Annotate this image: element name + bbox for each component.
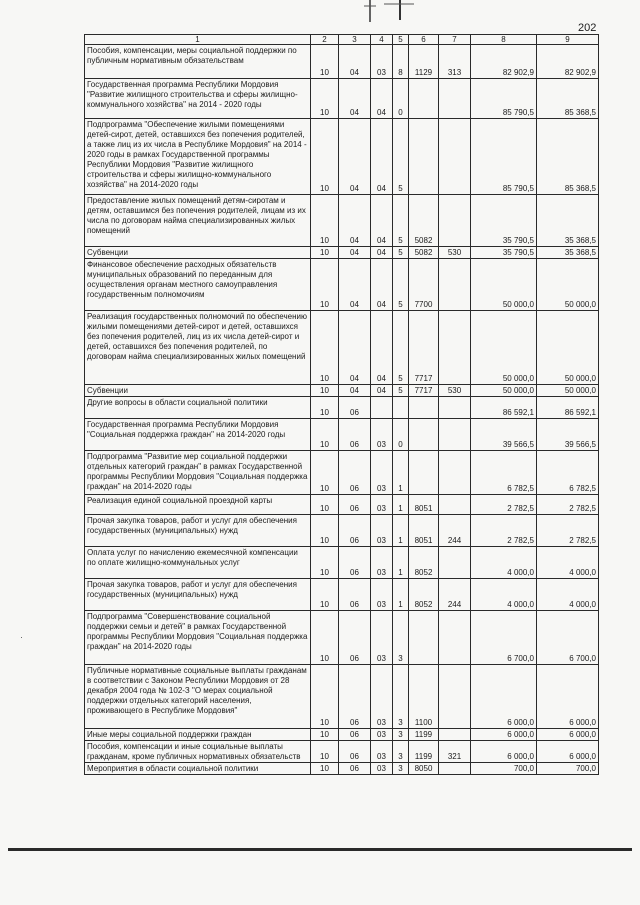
row-subprogram xyxy=(393,397,409,419)
row-subsection: 06 xyxy=(339,579,371,611)
table-row xyxy=(85,385,599,397)
row-amount-year2: 50 000,0 xyxy=(537,385,599,397)
row-amount-year2: 85 368,5 xyxy=(537,79,599,119)
row-expense-type: 321 xyxy=(439,741,471,763)
row-section: 10 xyxy=(311,195,339,247)
row-program: 03 xyxy=(371,547,393,579)
row-target-code: 8051 xyxy=(409,495,439,515)
row-amount-year1: 86 592,1 xyxy=(471,397,537,419)
budget-table-wrap xyxy=(84,34,598,775)
row-target-code: 1129 xyxy=(409,45,439,79)
table-row xyxy=(85,729,599,741)
row-section: 10 xyxy=(311,119,339,195)
row-section: 10 xyxy=(311,611,339,665)
row-amount-year1: 35 790,5 xyxy=(471,247,537,259)
row-program: 03 xyxy=(371,419,393,451)
row-expense-type xyxy=(439,79,471,119)
row-description: Пособия, компенсации, меры социальной поддержки по публичным нормативным обязательствам xyxy=(85,45,311,79)
row-description: Субвенции xyxy=(85,385,311,397)
row-amount-year2: 82 902,9 xyxy=(537,45,599,79)
row-subsection: 04 xyxy=(339,45,371,79)
row-target-code: 8052 xyxy=(409,547,439,579)
row-subsection: 06 xyxy=(339,763,371,775)
table-row xyxy=(85,259,599,311)
row-description: Пособия, компенсации и иные социальные выплаты гражданам, кроме публичных нормативных обязательств xyxy=(85,741,311,763)
row-target-code xyxy=(409,79,439,119)
table-row xyxy=(85,665,599,729)
row-target-code: 8051 xyxy=(409,515,439,547)
row-amount-year1: 6 000,0 xyxy=(471,741,537,763)
table-row xyxy=(85,397,599,419)
row-amount-year1: 2 782,5 xyxy=(471,495,537,515)
row-description: Государственная программа Республики Мордовия "Социальная поддержка граждан" на 2014-2020 годы xyxy=(85,419,311,451)
row-subprogram: 1 xyxy=(393,451,409,495)
row-target-code: 7717 xyxy=(409,311,439,385)
row-amount-year1: 85 790,5 xyxy=(471,79,537,119)
header-cell: 9 xyxy=(537,35,599,45)
row-target-code: 1199 xyxy=(409,729,439,741)
row-program: 03 xyxy=(371,451,393,495)
row-target-code: 1199 xyxy=(409,741,439,763)
row-amount-year2: 6 782,5 xyxy=(537,451,599,495)
row-amount-year1: 50 000,0 xyxy=(471,385,537,397)
row-section: 10 xyxy=(311,79,339,119)
row-section: 10 xyxy=(311,259,339,311)
header-cell: 7 xyxy=(439,35,471,45)
row-description: Прочая закупка товаров, работ и услуг для обеспечения государственных (муниципальных) нужд xyxy=(85,579,311,611)
row-subprogram: 5 xyxy=(393,195,409,247)
header-cell: 1 xyxy=(85,35,311,45)
row-description: Финансовое обеспечение расходных обязательств муниципальных образований по переданным для осуществления органам местного самоуправления государственным полномочиям xyxy=(85,259,311,311)
table-row xyxy=(85,79,599,119)
row-section: 10 xyxy=(311,579,339,611)
table-row xyxy=(85,611,599,665)
row-expense-type xyxy=(439,419,471,451)
row-amount-year1: 39 566,5 xyxy=(471,419,537,451)
row-target-code xyxy=(409,119,439,195)
row-subsection: 06 xyxy=(339,665,371,729)
row-program: 03 xyxy=(371,729,393,741)
row-amount-year2: 4 000,0 xyxy=(537,547,599,579)
row-expense-type xyxy=(439,259,471,311)
row-subprogram: 5 xyxy=(393,119,409,195)
bottom-rule xyxy=(8,848,632,851)
row-amount-year1: 4 000,0 xyxy=(471,579,537,611)
row-description: Другие вопросы в области социальной политики xyxy=(85,397,311,419)
row-section: 10 xyxy=(311,385,339,397)
row-section: 10 xyxy=(311,45,339,79)
row-expense-type xyxy=(439,665,471,729)
row-description: Подпрограмма "Обеспечение жилыми помещениями детей-сирот, детей, оставшихся без попечения родителей, а также лиц из их числа в Республике Мордовия" на 2014 - 2020 годы в рамках Государственной программы Республики Мордовия "Развитие жилищного строительства и сферы жилищно-коммунального хозяйства" на 2014-2020 годы xyxy=(85,119,311,195)
row-subprogram: 5 xyxy=(393,311,409,385)
row-program: 04 xyxy=(371,259,393,311)
row-amount-year1: 85 790,5 xyxy=(471,119,537,195)
row-subsection: 06 xyxy=(339,611,371,665)
table-row xyxy=(85,247,599,259)
row-target-code: 8050 xyxy=(409,763,439,775)
row-amount-year2: 50 000,0 xyxy=(537,259,599,311)
row-expense-type: 313 xyxy=(439,45,471,79)
row-target-code xyxy=(409,451,439,495)
row-subprogram: 1 xyxy=(393,579,409,611)
row-subprogram: 5 xyxy=(393,385,409,397)
row-subprogram: 1 xyxy=(393,547,409,579)
row-section: 10 xyxy=(311,741,339,763)
row-expense-type xyxy=(439,195,471,247)
row-program: 03 xyxy=(371,763,393,775)
row-target-code xyxy=(409,611,439,665)
table-row xyxy=(85,451,599,495)
row-subprogram: 0 xyxy=(393,419,409,451)
row-section: 10 xyxy=(311,665,339,729)
row-description: Иные меры социальной поддержки граждан xyxy=(85,729,311,741)
row-amount-year2: 6 000,0 xyxy=(537,741,599,763)
row-amount-year2: 6 700,0 xyxy=(537,611,599,665)
row-description: Прочая закупка товаров, работ и услуг для обеспечения государственных (муниципальных) нужд xyxy=(85,515,311,547)
budget-table xyxy=(84,34,599,775)
row-subprogram: 5 xyxy=(393,259,409,311)
row-subprogram: 3 xyxy=(393,729,409,741)
row-expense-type xyxy=(439,311,471,385)
row-program: 04 xyxy=(371,119,393,195)
row-subprogram: 3 xyxy=(393,763,409,775)
row-program: 04 xyxy=(371,311,393,385)
header-cell: 6 xyxy=(409,35,439,45)
row-expense-type xyxy=(439,547,471,579)
row-target-code: 8052 xyxy=(409,579,439,611)
row-amount-year2: 2 782,5 xyxy=(537,515,599,547)
row-description: Государственная программа Республики Мордовия "Развитие жилищного строительства и сферы жилищно-коммунального хозяйства" на 2014 - 2020 годы xyxy=(85,79,311,119)
row-description: Реализация единой социальной проездной карты xyxy=(85,495,311,515)
row-amount-year1: 82 902,9 xyxy=(471,45,537,79)
row-amount-year2: 86 592,1 xyxy=(537,397,599,419)
row-subprogram: 5 xyxy=(393,247,409,259)
row-description: Реализация государственных полномочий по обеспечению жилыми помещениями детей-сирот и детей, оставшихся без попечения родителей, лиц из их числа детей-сирот и детей, оставшихся без попечения родителей, по договорам найма специализированных жилых помещений xyxy=(85,311,311,385)
scan-marks xyxy=(340,0,430,24)
row-program: 04 xyxy=(371,195,393,247)
row-subsection: 04 xyxy=(339,385,371,397)
row-subsection: 06 xyxy=(339,451,371,495)
table-row xyxy=(85,515,599,547)
row-amount-year2: 6 000,0 xyxy=(537,665,599,729)
row-subsection: 04 xyxy=(339,259,371,311)
table-row xyxy=(85,579,599,611)
row-expense-type xyxy=(439,397,471,419)
row-amount-year2: 50 000,0 xyxy=(537,311,599,385)
row-subsection: 06 xyxy=(339,729,371,741)
row-amount-year1: 6 782,5 xyxy=(471,451,537,495)
row-expense-type: 244 xyxy=(439,579,471,611)
scan-artifact-icon xyxy=(340,0,430,24)
row-target-code: 5082 xyxy=(409,195,439,247)
row-subsection: 04 xyxy=(339,311,371,385)
row-amount-year2: 700,0 xyxy=(537,763,599,775)
row-amount-year2: 6 000,0 xyxy=(537,729,599,741)
table-row xyxy=(85,547,599,579)
row-expense-type xyxy=(439,495,471,515)
row-expense-type xyxy=(439,729,471,741)
row-program: 03 xyxy=(371,579,393,611)
row-subsection: 06 xyxy=(339,495,371,515)
table-row xyxy=(85,195,599,247)
row-target-code: 5082 xyxy=(409,247,439,259)
row-amount-year1: 35 790,5 xyxy=(471,195,537,247)
header-cell: 4 xyxy=(371,35,393,45)
row-program: 03 xyxy=(371,611,393,665)
row-amount-year1: 700,0 xyxy=(471,763,537,775)
row-subsection: 06 xyxy=(339,547,371,579)
table-row xyxy=(85,763,599,775)
row-amount-year2: 39 566,5 xyxy=(537,419,599,451)
row-program xyxy=(371,397,393,419)
row-amount-year1: 6 000,0 xyxy=(471,665,537,729)
row-amount-year1: 50 000,0 xyxy=(471,259,537,311)
row-amount-year2: 35 368,5 xyxy=(537,195,599,247)
page-number: 202 xyxy=(578,22,597,34)
row-section: 10 xyxy=(311,311,339,385)
row-description: Предоставление жилых помещений детям-сиротам и детям, оставшимся без попечения родителей, лицам из их числа по договорам найма специализированных жилых помещений xyxy=(85,195,311,247)
row-section: 10 xyxy=(311,763,339,775)
row-subsection: 06 xyxy=(339,741,371,763)
row-amount-year2: 85 368,5 xyxy=(537,119,599,195)
row-amount-year1: 6 700,0 xyxy=(471,611,537,665)
row-amount-year2: 2 782,5 xyxy=(537,495,599,515)
row-subsection: 04 xyxy=(339,79,371,119)
row-target-code xyxy=(409,419,439,451)
row-description: Субвенции xyxy=(85,247,311,259)
row-amount-year1: 2 782,5 xyxy=(471,515,537,547)
row-section: 10 xyxy=(311,397,339,419)
header-cell: 3 xyxy=(339,35,371,45)
row-description: Подпрограмма "Развитие мер социальной поддержки отдельных категорий граждан" в рамках Государственной программы Республики Мордовия "Социальная поддержка граждан" на 2014-2020 годы xyxy=(85,451,311,495)
row-section: 10 xyxy=(311,247,339,259)
table-row xyxy=(85,495,599,515)
row-description: Подпрограмма "Совершенствование социальной поддержки семьи и детей" в рамках Государственной программы Республики Мордовия "Социальная поддержка граждан" на 2014-2020 годы xyxy=(85,611,311,665)
row-subprogram: 8 xyxy=(393,45,409,79)
row-expense-type: 244 xyxy=(439,515,471,547)
row-expense-type xyxy=(439,611,471,665)
row-subprogram: 1 xyxy=(393,515,409,547)
header-cell: 2 xyxy=(311,35,339,45)
row-subsection: 04 xyxy=(339,195,371,247)
row-program: 03 xyxy=(371,45,393,79)
header-cell: 8 xyxy=(471,35,537,45)
table-row xyxy=(85,741,599,763)
row-amount-year2: 4 000,0 xyxy=(537,579,599,611)
row-subprogram: 1 xyxy=(393,495,409,515)
row-amount-year1: 4 000,0 xyxy=(471,547,537,579)
row-program: 03 xyxy=(371,515,393,547)
row-target-code: 7717 xyxy=(409,385,439,397)
table-body xyxy=(85,45,599,775)
row-section: 10 xyxy=(311,451,339,495)
row-target-code: 7700 xyxy=(409,259,439,311)
table-row xyxy=(85,419,599,451)
row-subsection: 06 xyxy=(339,397,371,419)
row-expense-type: 530 xyxy=(439,247,471,259)
row-subprogram: 3 xyxy=(393,611,409,665)
row-expense-type xyxy=(439,763,471,775)
row-program: 03 xyxy=(371,665,393,729)
row-program: 03 xyxy=(371,741,393,763)
row-subsection: 04 xyxy=(339,119,371,195)
row-program: 04 xyxy=(371,247,393,259)
row-expense-type xyxy=(439,119,471,195)
row-section: 10 xyxy=(311,729,339,741)
table-row xyxy=(85,311,599,385)
header-row xyxy=(85,35,599,45)
row-amount-year2: 35 368,5 xyxy=(537,247,599,259)
header-cell: 5 xyxy=(393,35,409,45)
row-program: 04 xyxy=(371,385,393,397)
row-subprogram: 3 xyxy=(393,741,409,763)
row-description: Оплата услуг по начислению ежемесячной компенсации по оплате жилищно-коммунальных услуг xyxy=(85,547,311,579)
margin-mark: · xyxy=(20,632,23,642)
row-target-code xyxy=(409,397,439,419)
row-program: 03 xyxy=(371,495,393,515)
row-amount-year1: 6 000,0 xyxy=(471,729,537,741)
row-target-code: 1100 xyxy=(409,665,439,729)
row-program: 04 xyxy=(371,79,393,119)
table-row xyxy=(85,119,599,195)
row-section: 10 xyxy=(311,495,339,515)
row-description: Мероприятия в области социальной политики xyxy=(85,763,311,775)
row-section: 10 xyxy=(311,515,339,547)
row-subsection: 04 xyxy=(339,247,371,259)
row-description: Публичные нормативные социальные выплаты гражданам в соответствии с Законом Республики Мордовия от 28 декабря 2004 года № 102-З "О мерах социальной поддержки отдельных категорий населения, проживающего в Республике Мордовия" xyxy=(85,665,311,729)
row-section: 10 xyxy=(311,419,339,451)
row-section: 10 xyxy=(311,547,339,579)
table-row xyxy=(85,45,599,79)
row-subsection: 06 xyxy=(339,419,371,451)
row-subprogram: 3 xyxy=(393,665,409,729)
row-expense-type: 530 xyxy=(439,385,471,397)
row-amount-year1: 50 000,0 xyxy=(471,311,537,385)
row-expense-type xyxy=(439,451,471,495)
row-subsection: 06 xyxy=(339,515,371,547)
row-subprogram: 0 xyxy=(393,79,409,119)
